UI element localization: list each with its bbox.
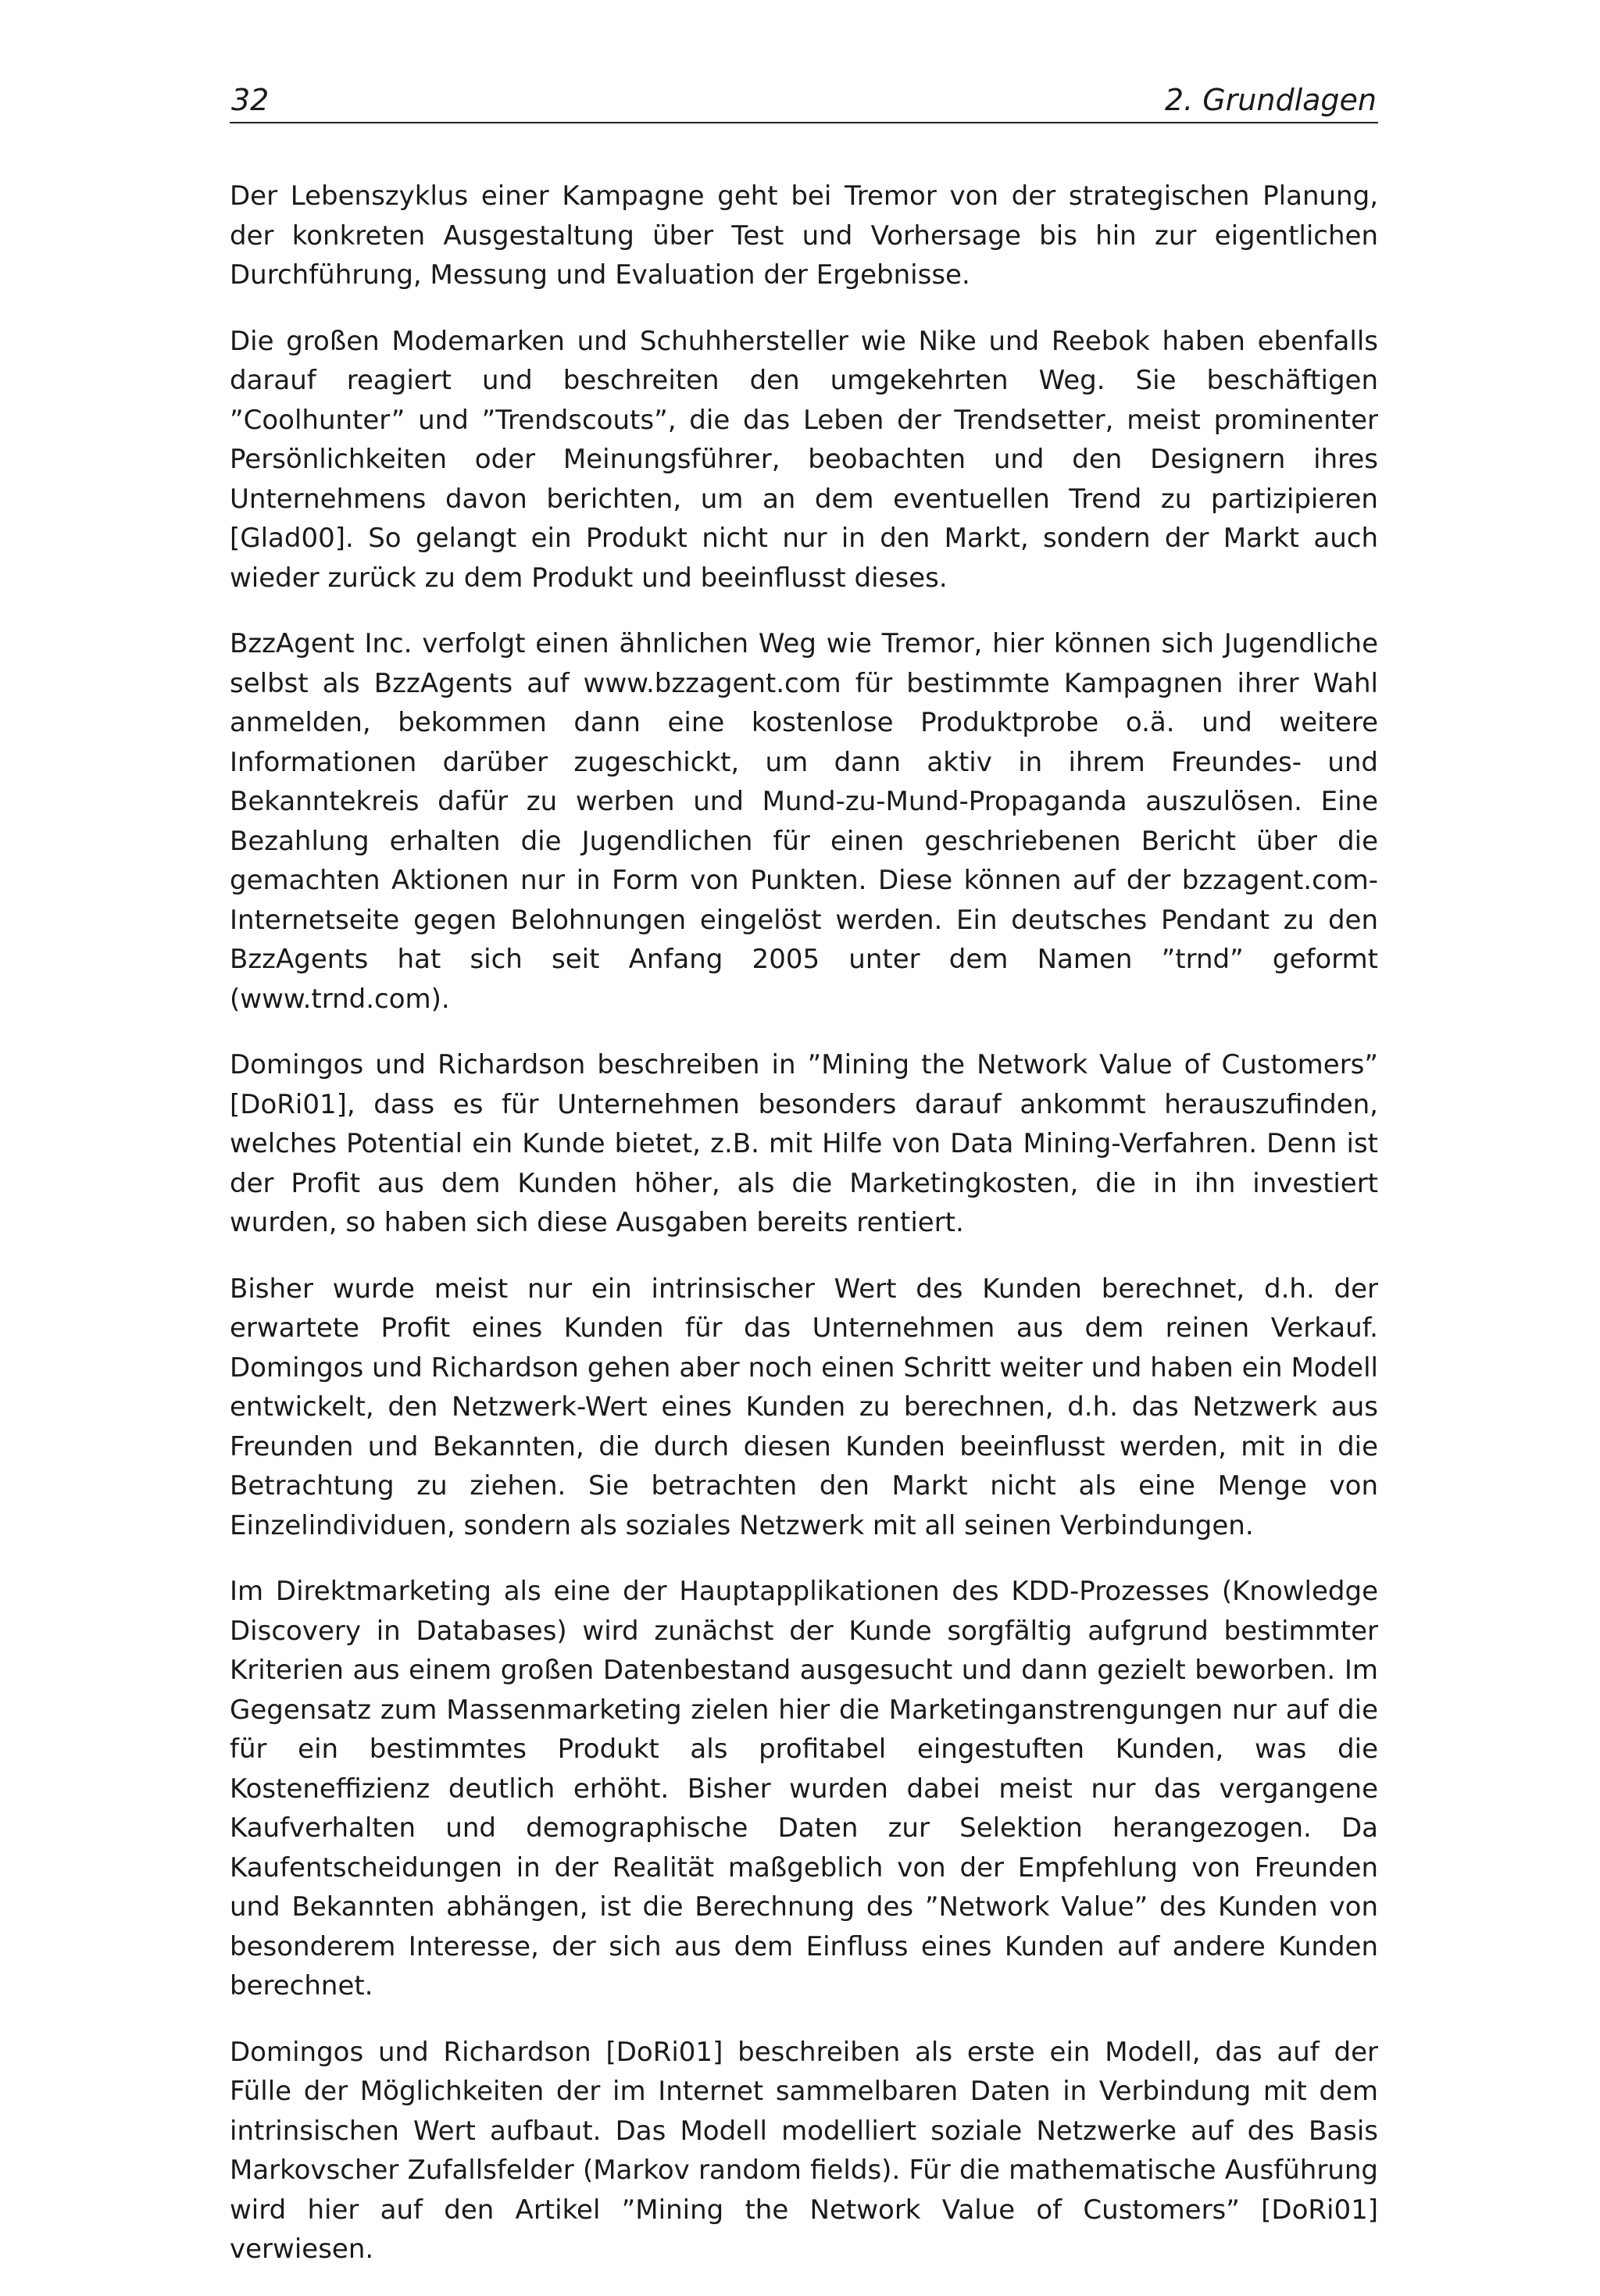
paragraph: BzzAgent Inc. verfolgt einen ähnlichen Weg wie Tremor, hier können sich Jugendliche selbst als BzzAgents auf www.bzzagent.com für bestimmte Kampagnen ihrer Wahl anmelden, bekommen dann eine kostenlose Produktprobe o.ä. und weitere Informationen darüber zugeschickt, um dann aktiv in ihrem Freundes- und Bekanntekreis dafür zu werben und Mund-zu-Mund-Propaganda auszulösen. Eine Bezahlung erhalten die Jugendlichen für einen geschriebenen Bericht über die gemachten Aktionen nur in Form von Punkten. Diese können auf der bzzagent.com-Internetseite gegen Belohnungen eingelöst werden. Ein deutsches Pendant zu den BzzAgents hat sich seit Anfang 2005 unter dem Namen ”trnd” geformt (www.trnd.com). <box>230 628 1378 1015</box>
paragraph: Im Direktmarketing als eine der Hauptapplikationen des KDD-Prozesses (Knowledge Discovery in Databases) wird zunächst der Kunde sorgfältig aufgrund bestimmter Kriterien aus einem großen Datenbestand ausgesucht und dann gezielt beworben. Im Gegensatz zum Massenmarketing zielen hier die Marketinganstrengungen nur auf die für ein bestimmtes Produkt als profitabel eingestuften Kunden, was die Kosteneffizienz deutlich erhöht. Bisher wurden dabei meist nur das vergangene Kaufverhalten und demographische Daten zur Selektion herangezogen. Da Kaufentscheidungen in der Realität maßgeblich von der Empfehlung von Freunden und Bekannten abhängen, ist die Berechnung des ”Network Value” des Kunden von besonderem Interesse, der sich aus dem Einfluss eines Kunden auf andere Kunden berechnet. <box>230 1576 1378 2001</box>
paragraph: Die großen Modemarken und Schuhhersteller wie Nike und Reebok haben ebenfalls darauf reagiert und beschreiten den umgekehrten Weg. Sie beschäftigen ”Coolhunter” und ”Trendscouts”, die das Leben der Trendsetter, meist prominenter Persönlichkeiten oder Meinungsführer, beobachten und den Designern ihres Unternehmens davon berichten, um an dem eventuellen Trend zu partizipieren [Glad00]. So gelangt ein Produkt nicht nur in den Markt, sondern der Markt auch wieder zurück zu dem Produkt und beeinflusst dieses. <box>230 325 1378 594</box>
page-header <box>230 78 1378 123</box>
paragraph: Domingos und Richardson beschreiben in ”Mining the Network Value of Customers” [DoRi01], dass es für Unternehmen besonders darauf ankommt herauszufinden, welches Potential ein Kunde bietet, z.B. mit Hilfe von Data Mining-Verfahren. Denn ist der Profit aus dem Kunden höher, als die Marketingkosten, die in ihn investiert wurden, so haben sich diese Ausgaben bereits rentiert. <box>230 1049 1378 1238</box>
paragraph: Bisher wurde meist nur ein intrinsischer Wert des Kunden berechnet, d.h. der erwartete Profit eines Kunden für das Unternehmen aus dem reinen Verkauf. Domingos und Richardson gehen aber noch einen Schritt weiter und haben ein Modell entwickelt, den Netzwerk-Wert eines Kunden zu berechnen, d.h. das Netzwerk aus Freunden und Bekannten, die durch diesen Kunden beeinflusst werden, mit in die Betrachtung zu ziehen. Sie betrachten den Markt nicht als eine Menge von Einzelindividuen, sondern als soziales Netzwerk mit all seinen Verbindungen. <box>230 1273 1378 1541</box>
page-number: 32 <box>231 83 270 117</box>
paragraph: Domingos und Richardson [DoRi01] beschreiben als erste ein Modell, das auf der Fülle der Möglichkeiten der im Internet sammelbaren Daten in Verbindung mit dem intrinsischen Wert aufbaut. Das Modell modelliert soziale Netzwerke auf des Basis Markovscher Zufallsfelder (Markov random fields). Für die mathematische Ausführung wird hier auf den Artikel ”Mining the Network Value of Customers” [DoRi01] verwiesen. <box>230 2036 1378 2265</box>
body-text <box>230 177 1378 2296</box>
paragraph: Der Lebenszyklus einer Kampagne geht bei Tremor von der strategischen Planung, der konkreten Ausgestaltung über Test und Vorhersage bis hin zur eigentlichen Durchführung, Messung und Evaluation der Ergebnisse. <box>230 180 1378 291</box>
chapter-title: 2. Grundlagen <box>1164 83 1377 117</box>
